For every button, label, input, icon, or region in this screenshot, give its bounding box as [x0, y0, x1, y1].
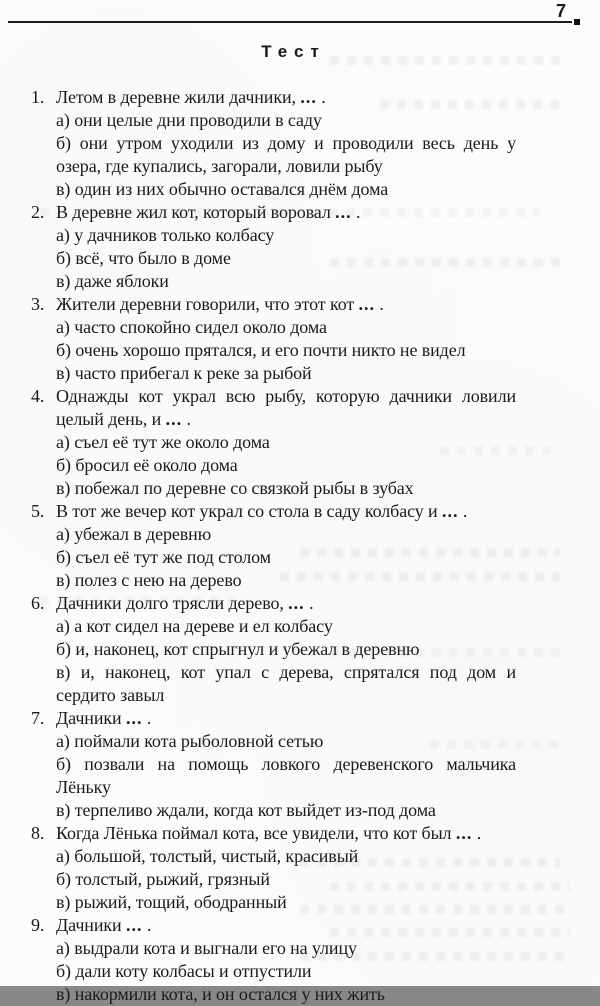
option-label: а)	[56, 731, 70, 751]
option-label: а)	[56, 616, 70, 636]
answer-option	[56, 891, 516, 914]
question-line	[31, 201, 516, 224]
option-text: съел её тут же около дома	[74, 432, 270, 452]
option-text: у дачников только колбасу	[74, 225, 275, 245]
option-label: а)	[56, 225, 70, 245]
option-label: б)	[56, 754, 71, 774]
option-label: а)	[56, 432, 70, 452]
option-label: в)	[56, 892, 71, 912]
question-number: 1.	[31, 87, 45, 107]
option-text: полез с нею на дерево	[74, 570, 242, 590]
option-list	[56, 523, 516, 592]
question	[31, 822, 516, 914]
header-rule	[8, 21, 572, 23]
option-label: а)	[56, 938, 70, 958]
option-label: в)	[56, 570, 71, 590]
answer-option	[56, 477, 516, 500]
option-label: в)	[56, 363, 71, 383]
question-number: 5.	[31, 501, 45, 521]
page-number: 7	[555, 1, 566, 21]
answer-option	[56, 178, 516, 201]
question-text: Жители деревни говорили, что этот кот ... .	[56, 294, 384, 314]
answer-option	[56, 362, 516, 385]
question-line	[31, 500, 516, 523]
question-number: 7.	[31, 708, 45, 728]
option-label: в)	[56, 271, 71, 291]
answer-option	[56, 960, 516, 983]
option-label: б)	[56, 133, 71, 153]
question	[31, 500, 516, 592]
answer-option	[56, 638, 516, 661]
question-text: В тот же вечер кот украл со стола в саду колбасу и ... .	[56, 501, 468, 521]
question-text: Летом в деревне жили дачники, ... .	[56, 87, 326, 107]
option-label: в)	[56, 984, 71, 1004]
question-line	[31, 914, 516, 937]
option-label: б)	[56, 639, 71, 659]
option-text: рыжий, тощий, ободранный	[74, 892, 287, 912]
answer-option	[56, 753, 516, 799]
question	[31, 201, 516, 293]
answer-option	[56, 868, 516, 891]
answer-option	[56, 109, 516, 132]
answer-option	[56, 937, 516, 960]
option-text: толстый, рыжий, грязный	[75, 869, 270, 889]
option-text: и, наконец, кот упал с дерева, спрятался под дом и сердито завыл	[56, 662, 516, 705]
question	[31, 293, 516, 385]
option-list	[56, 224, 516, 293]
question-line	[31, 707, 516, 730]
question-text: Дачники ... .	[56, 708, 152, 728]
answer-option	[56, 983, 516, 1006]
question-number: 4.	[31, 386, 45, 406]
option-text: один из них обычно оставался днём дома	[74, 179, 389, 199]
question-line	[31, 86, 516, 109]
question-number: 6.	[31, 593, 45, 613]
option-label: в)	[56, 478, 71, 498]
answer-option	[56, 270, 516, 293]
option-text: дали коту колбасы и отпустили	[75, 961, 312, 981]
option-list	[56, 431, 516, 500]
option-label: в)	[56, 662, 71, 682]
option-text: терпеливо ждали, когда кот выйдет из-под дома	[74, 800, 436, 820]
option-text: убежал в деревню	[74, 524, 212, 544]
answer-option	[56, 339, 516, 362]
option-text: побежал по деревне со связкой рыбы в зубах	[74, 478, 414, 498]
option-label: б)	[56, 455, 71, 475]
question-line	[31, 592, 516, 615]
option-label: б)	[56, 961, 71, 981]
answer-option	[56, 546, 516, 569]
option-text: большой, толстый, чистый, красивый	[74, 846, 359, 866]
answer-option	[56, 569, 516, 592]
question-text: Однажды кот украл всю рыбу, которую дачники ловили целый день, и ... .	[56, 386, 516, 429]
answer-option	[56, 730, 516, 753]
question	[31, 707, 516, 822]
question-number: 8.	[31, 823, 45, 843]
question-text: В деревне жил кот, который воровал ... .	[56, 202, 361, 222]
option-label: а)	[56, 846, 70, 866]
option-text: бросил её около дома	[75, 455, 238, 475]
question	[31, 592, 516, 707]
option-text: часто спокойно сидел около дома	[74, 317, 327, 337]
option-text: а кот сидел на дереве и ел колбасу	[74, 616, 333, 636]
question-text: Дачники ... .	[56, 915, 152, 935]
option-text: накормили кота, и он остался у них жить	[74, 984, 385, 1004]
question	[31, 914, 516, 1006]
option-label: в)	[56, 179, 71, 199]
option-text: всё, что было в доме	[75, 248, 231, 268]
option-list	[56, 615, 516, 707]
option-text: съел её тут же под столом	[75, 547, 271, 567]
answer-option	[56, 845, 516, 868]
option-text: и, наконец, кот спрыгнул и убежал в деревню	[75, 639, 420, 659]
option-list	[56, 845, 516, 914]
question-line	[31, 822, 516, 845]
option-label: а)	[56, 110, 70, 130]
question-list	[31, 86, 516, 1006]
option-text: часто прибегал к реке за рыбой	[74, 363, 312, 383]
option-label: в)	[56, 800, 71, 820]
answer-option	[56, 316, 516, 339]
answer-option	[56, 132, 516, 178]
answer-option	[56, 247, 516, 270]
option-list	[56, 730, 516, 822]
option-label: б)	[56, 248, 71, 268]
question-line	[31, 293, 516, 316]
option-text: очень хорошо прятался, и его почти никто не видел	[75, 340, 466, 360]
answer-option	[56, 224, 516, 247]
option-text: поймали кота рыболовной сетью	[74, 731, 324, 751]
question-number: 9.	[31, 915, 45, 935]
option-label: б)	[56, 547, 71, 567]
answer-option	[56, 523, 516, 546]
option-label: а)	[56, 524, 70, 544]
option-list	[56, 109, 516, 201]
answer-option	[56, 661, 516, 707]
question-number: 2.	[31, 202, 45, 222]
option-text: даже яблоки	[74, 271, 169, 291]
option-text: выдрали кота и выгнали его на улицу	[74, 938, 357, 958]
option-label: б)	[56, 869, 71, 889]
question	[31, 86, 516, 201]
answer-option	[56, 615, 516, 638]
option-label: а)	[56, 317, 70, 337]
answer-option	[56, 454, 516, 477]
option-list	[56, 937, 516, 1006]
answer-option	[56, 431, 516, 454]
question-text: Когда Лёнька поймал кота, все увидели, что кот был ... .	[56, 823, 482, 843]
page-title: Тест	[261, 42, 326, 61]
question-text: Дачники долго трясли дерево, ... .	[56, 593, 314, 613]
option-label: б)	[56, 340, 71, 360]
question-line	[31, 385, 516, 431]
option-text: позвали на помощь ловкого деревенского мальчика Лёньку	[56, 754, 516, 797]
option-list	[56, 316, 516, 385]
answer-option	[56, 799, 516, 822]
question	[31, 385, 516, 500]
question-number: 3.	[31, 294, 45, 314]
option-text: они утром уходили из дому и проводили весь день у озера, где купались, загорали, ловили рыбу	[56, 133, 516, 176]
option-text: они целые дни проводили в саду	[74, 110, 322, 130]
